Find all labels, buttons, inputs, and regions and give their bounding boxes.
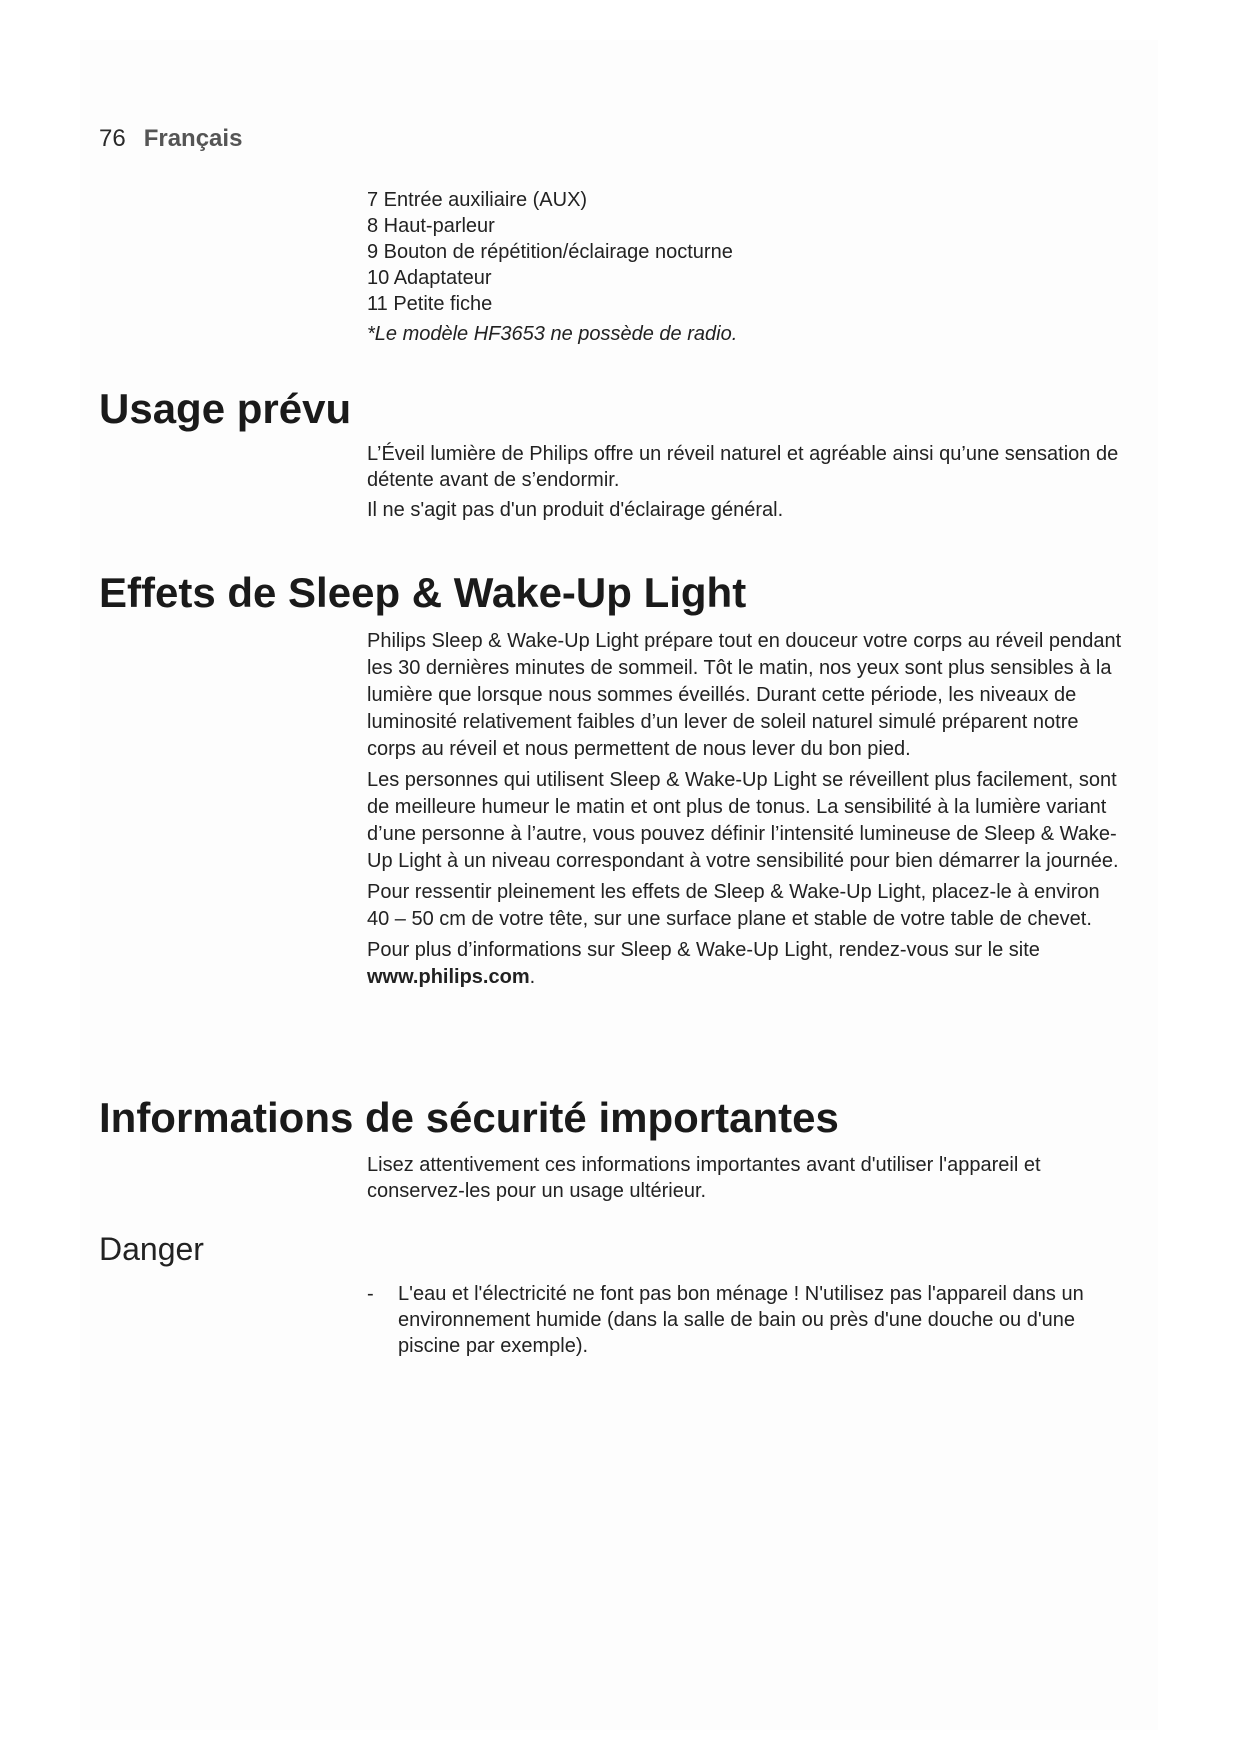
securite-text	[367, 1152, 1127, 1204]
effets-paragraph-1: Philips Sleep & Wake-Up Light prépare tout en douceur votre corps au réveil pendant les 30 dernières minutes de sommeil. Tôt le matin, nos yeux sont plus sensibles à la lumière que lorsque nous sommes éveillés. Durant cette période, les niveaux de luminosité relativement faibles d’un lever de soleil naturel simulé préparent notre corps au réveil et nous permettent de nous lever du bon pied.	[367, 630, 1122, 760]
danger-list	[367, 1281, 1127, 1359]
section-language: Français	[143, 125, 243, 152]
effets-paragraph-3: Pour ressentir pleinement les effets de Sleep & Wake-Up Light, placez-le à environ 40 – 50 cm de votre tête, sur une surface plane et stable de votre table de chevet.	[367, 881, 1100, 930]
effets-paragraph-2: Les personnes qui utilisent Sleep & Wake-Up Light se réveillent plus facilement, sont de meilleure humeur le matin et ont plus de tonus. La sensibilité à la lumière variant d’une personne à l’autre, vous pouvez définir l’intensité lumineuse de Sleep & Wake-Up Light à un niveau correspondant à votre sensibilité pour bien démarrer la journée.	[367, 769, 1119, 872]
effets-text	[367, 628, 1127, 991]
heading-usage: Usage prévu	[99, 385, 352, 432]
usage-paragraph-2: Il ne s'agit pas d'un produit d'éclairage général.	[367, 499, 784, 521]
usage-paragraph-1: L’Éveil lumière de Philips offre un réveil naturel et agréable ainsi qu’une sensation de détente avant de s’endormir.	[367, 443, 1119, 491]
list-item: 7 Entrée auxiliaire (AUX)	[367, 189, 588, 211]
page-header	[99, 124, 242, 154]
effets-paragraph-4-text: Pour plus d’informations sur Sleep & Wake-Up Light, rendez-vous sur le site	[367, 939, 1040, 961]
list-item: 11 Petite fiche	[367, 293, 493, 315]
philips-website-link[interactable]: www.philips.com	[367, 966, 530, 988]
heading-securite: Informations de sécurité importantes	[99, 1094, 839, 1141]
list-item: 8 Haut-parleur	[367, 215, 495, 237]
danger-item-1: L'eau et l'électricité ne font pas bon ménage ! N'utilisez pas l'appareil dans un environnement humide (dans la salle de bain ou près d'une douche ou d'une piscine par exemple).	[398, 1283, 1084, 1357]
list-item	[367, 1281, 1127, 1359]
securite-paragraph-1: Lisez attentivement ces informations importantes avant d'utiliser l'appareil et conservez-les pour un usage ultérieur.	[367, 1154, 1041, 1202]
effets-paragraph-4-end: .	[529, 966, 536, 988]
heading-danger: Danger	[99, 1231, 204, 1267]
model-note: *Le modèle HF3653 ne possède de radio.	[367, 323, 738, 345]
list-item: 9 Bouton de répétition/éclairage nocturne	[367, 241, 733, 263]
effets-paragraph-4	[367, 937, 1127, 991]
page-number: 76	[99, 125, 126, 152]
parts-list	[367, 187, 1127, 347]
list-item: 10 Adaptateur	[367, 267, 492, 289]
heading-effets: Effets de Sleep & Wake-Up Light	[99, 569, 747, 616]
dash-bullet: -	[367, 1283, 374, 1305]
usage-text	[367, 441, 1127, 523]
